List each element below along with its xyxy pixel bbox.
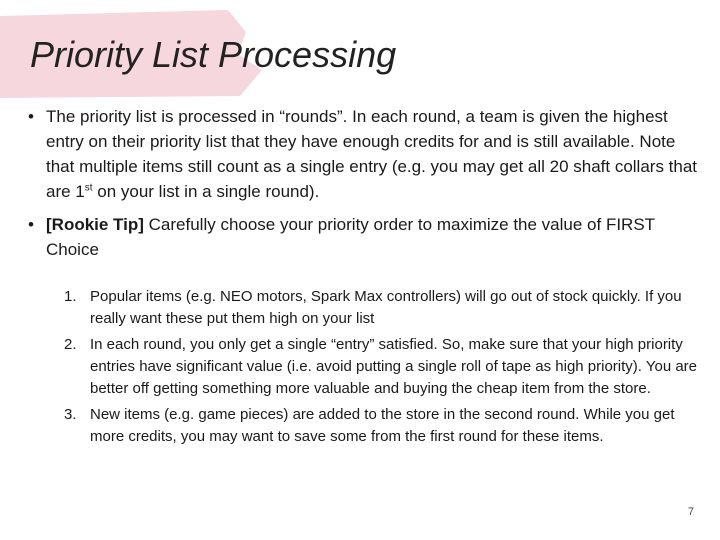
list-number: 3. — [64, 406, 77, 423]
list-item — [64, 286, 704, 330]
list-item-text: New items (e.g. game pieces) are added to the store in the second round. While you get more credits, you may want to save some from the first round for these items. — [90, 406, 675, 445]
list-number: 2. — [64, 336, 77, 353]
bullet-text — [46, 107, 697, 201]
rookie-tip-label: [Rookie Tip] — [46, 215, 144, 234]
slide-title: Priority List Processing — [30, 34, 397, 75]
numbered-list — [64, 286, 704, 452]
list-item — [64, 334, 704, 400]
bullet-dot: • — [28, 215, 34, 234]
bullet-list — [28, 104, 704, 270]
bullet-item — [28, 212, 704, 262]
bullet-text-part: Carefully choose your priority order to maximize the value of FIRST Choice — [46, 215, 655, 259]
bullet-dot: • — [28, 107, 34, 126]
list-item — [64, 404, 704, 448]
bullet-text — [46, 215, 655, 259]
bullet-item — [28, 104, 704, 204]
superscript-ordinal: st — [84, 182, 93, 194]
list-number: 1. — [64, 288, 77, 305]
list-item-text: In each round, you only get a single “entry” satisfied. So, make sure that your high priority entries have significant value (i.e. avoid putting a single roll of tape as high priority). You are better off getting something more valuable and buying the cheap item from the store. — [90, 336, 698, 397]
bullet-text-part: on your list in a single round). — [92, 182, 320, 201]
page-number: 7 — [687, 506, 694, 518]
list-item-text: Popular items (e.g. NEO motors, Spark Max controllers) will go out of stock quickly. If you really want these put them high on your list — [90, 288, 682, 327]
bullet-text-part: The priority list is processed in “rounds”. In each round, a team is given the highest entry on their priority list that they have enough credits for and is still available. Note that multiple items still count as a single entry (e.g. you may get all 20 shaft collars that are 1 — [46, 107, 698, 201]
